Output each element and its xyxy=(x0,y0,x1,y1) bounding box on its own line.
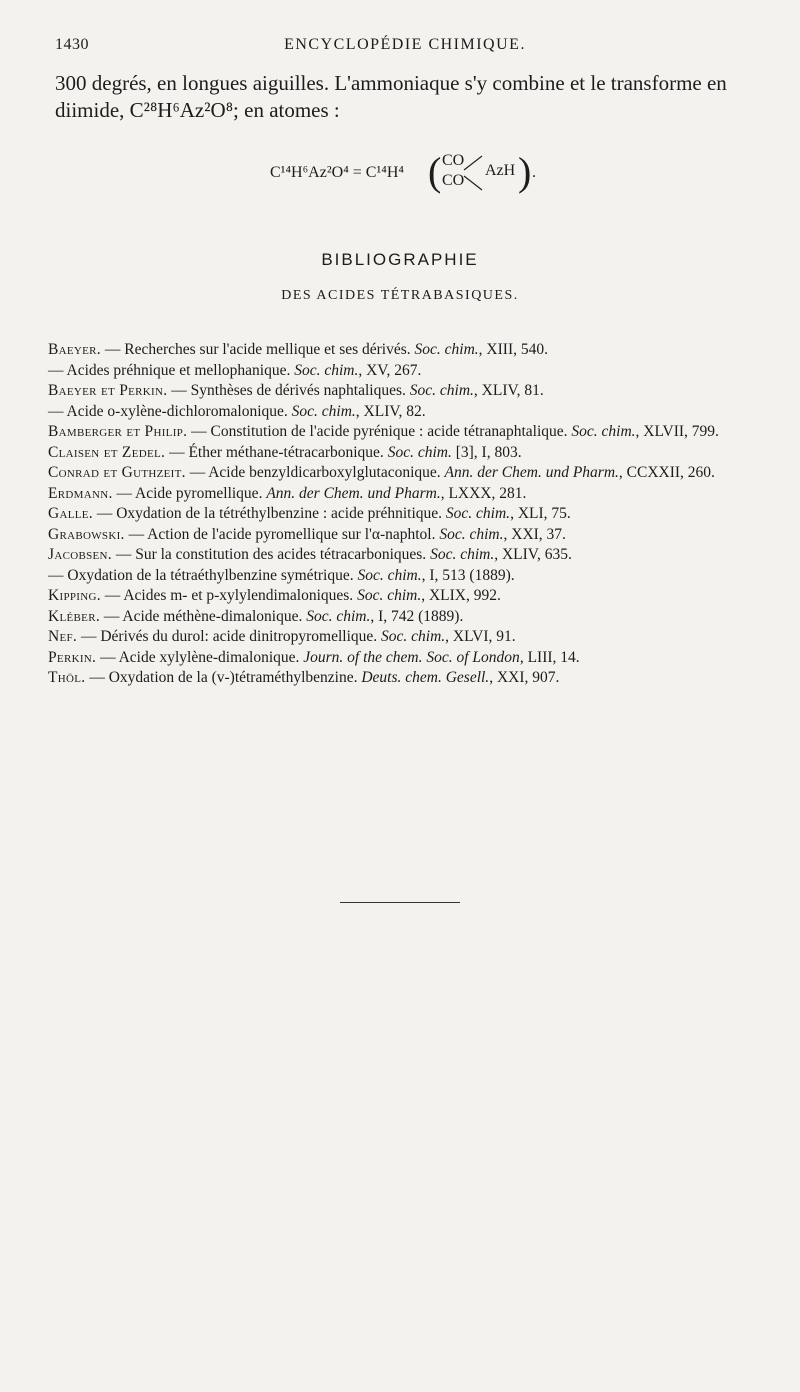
entry-title: — Oxydation de la (v-)tétraméthylbenzine. xyxy=(85,669,362,686)
page-number: 1430 xyxy=(55,36,89,53)
entry-author: Perkin. xyxy=(48,648,97,666)
entry-author: Conrad et Guthzeit. xyxy=(48,464,186,481)
entry-title: — Dérivés du durol: acide dinitropyromellique. xyxy=(77,628,382,645)
formula-co-bottom: CO xyxy=(442,172,465,189)
entry-title: — Acide méthène-dimalonique. xyxy=(100,607,307,625)
entry-author: Kléber. xyxy=(48,607,101,625)
bibliography-entry xyxy=(48,504,778,525)
running-title: ENCYCLOPÉDIE CHIMIQUE. xyxy=(284,36,526,53)
entry-reference: , LIII, 14. xyxy=(519,648,580,666)
entry-reference: , LXXX, 281. xyxy=(440,484,527,502)
bibliography-entry xyxy=(48,443,778,464)
entry-title: — Constitution de l'acide pyrénique : acide tétranaphtalique. xyxy=(187,423,572,440)
entry-journal: Soc. chim. xyxy=(571,423,636,440)
bibliography-entry xyxy=(48,402,778,423)
bibliography-entry xyxy=(48,381,778,402)
bibliography-entry xyxy=(48,607,778,628)
entry-title: — Acide benzyldicarboxylglutaconique. xyxy=(185,464,445,481)
formula-co-top: CO xyxy=(442,152,465,169)
entry-title: — Oxydation de la tétréthylbenzine : acide préhnitique. xyxy=(92,505,446,522)
entry-author: Baeyer et Perkin. xyxy=(48,382,168,399)
entry-journal: Soc. chim. xyxy=(306,607,371,625)
entry-reference: , I, 513 (1889). xyxy=(421,566,515,584)
bibliography-entry xyxy=(48,627,778,648)
running-head xyxy=(55,36,755,60)
entry-title: — Acides préhnique et mellophanique. xyxy=(48,361,295,379)
entry-title: — Acide xylylène-dimalonique. xyxy=(96,648,304,666)
entry-title: — Action de l'acide pyromellique sur l'α-naphtol. xyxy=(124,525,440,543)
bibliography-entry xyxy=(48,586,778,607)
entry-author: Kipping. xyxy=(48,587,101,604)
entry-reference: , XLVI, 91. xyxy=(445,628,516,645)
entry-journal: Soc. chim. xyxy=(291,402,356,420)
bibliography-entry xyxy=(48,361,778,382)
bibliography-entry xyxy=(48,422,778,443)
entry-author: Claisen et Zedel. xyxy=(48,443,166,461)
bibliography-entry xyxy=(48,525,778,546)
chemical-formula xyxy=(270,150,570,200)
entry-author: Thöl. xyxy=(48,669,86,686)
formula-azh: AzH xyxy=(485,162,516,179)
entry-reference: , XLI, 75. xyxy=(510,505,571,522)
entry-reference: , XLIX, 992. xyxy=(421,587,501,604)
open-paren: ( xyxy=(428,149,442,194)
entry-journal: Soc. chim. xyxy=(387,443,452,461)
bibliography-entry xyxy=(48,340,778,361)
entry-journal: Soc. chim. xyxy=(409,382,474,399)
entry-reference: , XV, 267. xyxy=(358,361,422,379)
bibliography-entry xyxy=(48,463,778,484)
entry-title: — Acide o-xylène-dichloromalonique. xyxy=(48,402,292,420)
entry-title: — Éther méthane-tétracarbonique. xyxy=(165,443,388,461)
bibliography-list xyxy=(48,340,778,689)
entry-journal: Soc. chim. xyxy=(381,628,446,645)
entry-reference: [3], I, 803. xyxy=(451,443,522,461)
formula-period: . xyxy=(532,164,536,181)
entry-journal: Deuts. chem. Gesell. xyxy=(361,669,490,686)
entry-reference: , I, 742 (1889). xyxy=(370,607,464,625)
entry-title: — Acides m- et p-xylylendimaloniques. xyxy=(100,587,358,604)
bibliography-entry xyxy=(48,668,778,689)
entry-reference: , XLIV, 635. xyxy=(494,546,572,563)
section-divider xyxy=(340,902,460,903)
bond-lines xyxy=(462,154,484,192)
entry-journal: Soc. chim. xyxy=(294,361,359,379)
entry-reference: , XXI, 907. xyxy=(489,669,560,686)
entry-title: — Oxydation de la tétraéthylbenzine symétrique. xyxy=(48,566,358,584)
entry-reference: , XLVII, 799. xyxy=(635,423,719,440)
entry-title: — Acide pyromellique. xyxy=(112,484,267,502)
close-paren: ) xyxy=(518,149,532,194)
entry-reference: , XLIV, 81. xyxy=(473,382,544,399)
entry-title: — Sur la constitution des acides tétracarboniques. xyxy=(111,546,431,563)
entry-author: Bamberger et Philip. xyxy=(48,423,188,440)
entry-title: — Synthèses de dérivés naphtaliques. xyxy=(167,382,410,399)
entry-journal: Soc. chim. xyxy=(357,587,422,604)
bibliography-entry xyxy=(48,484,778,505)
entry-reference: , XXI, 37. xyxy=(503,525,566,543)
entry-author: Erdmann. xyxy=(48,484,113,502)
bibliography-entry xyxy=(48,545,778,566)
entry-journal: Journ. of the chem. Soc. of London xyxy=(303,648,520,666)
entry-author: Galle. xyxy=(48,505,93,522)
entry-reference: , CCXXII, 260. xyxy=(618,464,715,481)
entry-author: Baeyer. xyxy=(48,341,101,358)
entry-reference: , XIII, 540. xyxy=(478,341,548,358)
bibliography-heading: BIBLIOGRAPHIE xyxy=(321,250,479,269)
entry-journal: Ann. der Chem. und Pharm. xyxy=(266,484,441,502)
entry-journal: Soc. chim. xyxy=(430,546,495,563)
entry-reference: , XLIV, 82. xyxy=(355,402,426,420)
entry-title: — Recherches sur l'acide mellique et ses dérivés. xyxy=(100,341,415,358)
bibliography-subheading: DES ACIDES TÉTRABASIQUES. xyxy=(281,288,519,303)
bibliography-entry xyxy=(48,648,778,669)
entry-author: Grabowski. xyxy=(48,525,125,543)
entry-journal: Soc. chim. xyxy=(445,505,511,522)
intro-paragraph: 300 degrés, en longues aiguilles. L'ammoniaque s'y combine et le transforme en diimide, C²⁸H⁶Az²O⁸; en atomes : xyxy=(55,71,727,122)
bibliography-entry xyxy=(48,566,778,587)
entry-author: Nef. xyxy=(48,628,78,645)
entry-journal: Soc. chim. xyxy=(357,566,422,584)
entry-author: Jacobsen. xyxy=(48,546,112,563)
formula-lhs: C¹⁴H⁶Az²O⁴ = C¹⁴H⁴ xyxy=(270,164,404,181)
entry-journal: Soc. chim. xyxy=(414,341,479,358)
entry-journal: Ann. der Chem. und Pharm. xyxy=(444,464,619,481)
entry-journal: Soc. chim. xyxy=(439,525,504,543)
